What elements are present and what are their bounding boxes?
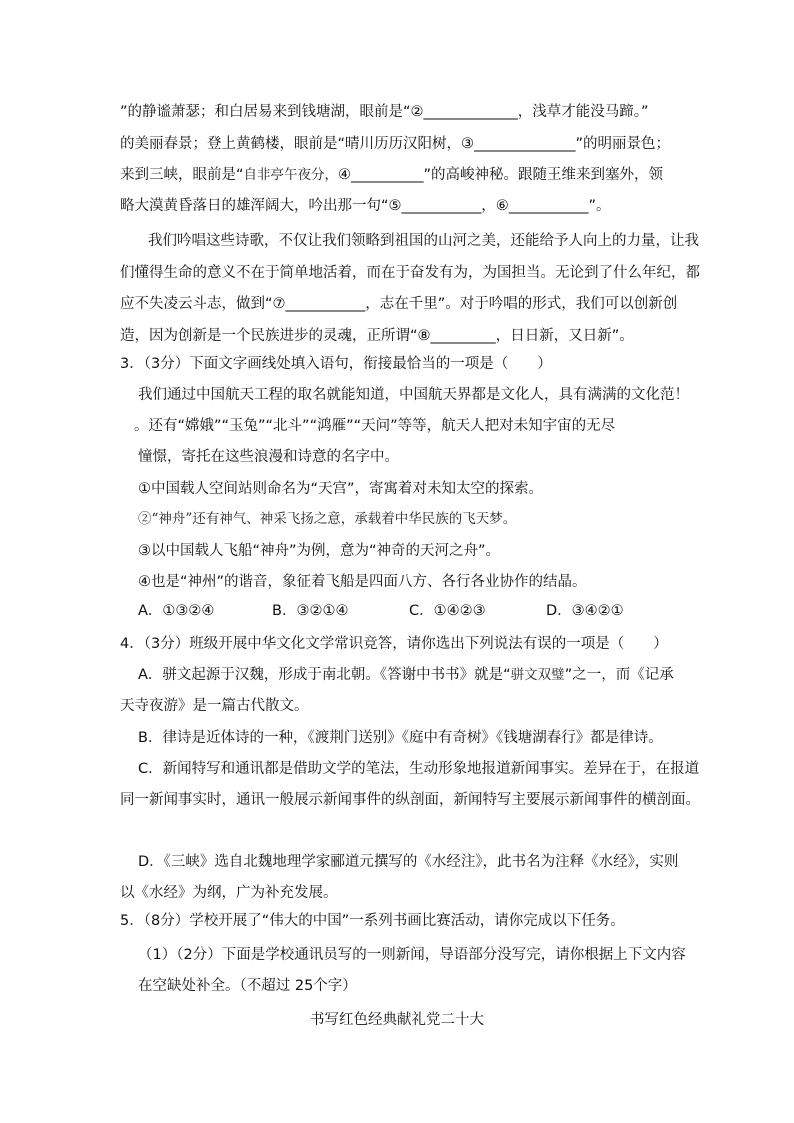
- q4-option-a-text-2: ”之一，而《记承: [564, 667, 674, 683]
- q3-sentence-4: ④也是“神州”的谐音，象征着飞船是四面八方、各行各业协作的结晶。: [138, 574, 587, 590]
- passage-line-3-a: 来到三峡，眼前是“: [120, 167, 244, 183]
- q4-option-c-line-1[interactable]: C．新闻特写和通讯都是借助文学的笔法，生动形象地报道新闻事实。差异在于，在报道: [138, 761, 700, 777]
- q3-option-c[interactable]: C．①④②③: [409, 603, 486, 619]
- passage-line-4: 略大漠黄昏落日的雄浑阔大，吟出那一句“⑤___________，⑥___________”。: [120, 198, 611, 214]
- q4-option-a-text-1: A．骈文起源于汉魏，形成于南北朝。《答谢中书书》就是“: [138, 667, 511, 683]
- q5-stem: 5．（8分）学校开展了“伟大的中国”一系列书画比赛活动，请你完成以下任务。: [120, 913, 625, 929]
- q3-sentence-1: ①中国载人空间站则命名为“天宫”，寄寓着对未知太空的探索。: [138, 481, 544, 497]
- q4-option-d-line-2: 以《水经》为纲，广为补充发展。: [120, 885, 338, 901]
- q3-option-a[interactable]: A．①③②④: [138, 603, 215, 619]
- q5-sub1-line-2: 在空缺处补全。（不超过 25个字）: [138, 978, 357, 994]
- q3-paragraph-line-1: 我们通过中国航天工程的取名就能知道，中国航天界都是文化人，具有满满的文化范！: [138, 387, 689, 403]
- news-title: 书写红色经典献礼党二十大: [310, 1012, 484, 1028]
- q4-option-a-serif: 骈文双璧: [510, 667, 565, 683]
- q3-sentence-2: [138, 508, 516, 530]
- passage-line-3-serif: 自非亭午夜分，: [243, 167, 339, 183]
- q3-option-d[interactable]: D．③④②①: [546, 603, 624, 619]
- passage-line-6: 们懂得生命的意义不在于简单地活着，而在于奋发有为，为国担当。无论到了什么年纪，都: [120, 265, 700, 281]
- q4-stem: 4．（3分）班级开展中华文化文学常识竞答，请你选出下列说法有误的一项是（ ）: [120, 636, 668, 652]
- q3-paragraph-line-3: 憧憬，寄托在这些浪漫和诗意的名字中。: [138, 449, 399, 465]
- passage-line-3-c: ④__________”的高峻神秘。跟随王维来到塞外，领: [338, 167, 664, 183]
- q4-option-a-line-1[interactable]: [138, 664, 674, 686]
- q3-option-b[interactable]: B．③②①④: [272, 603, 349, 619]
- q3-sentence-3: ③以中国载人飞船“神舟”为例，意为“神奇的天河之舟”。: [138, 543, 501, 559]
- passage-line-5: 我们吟唱这些诗歌，不仅让我们领略到祖国的山河之美，还能给予人向上的力量，让我: [148, 233, 699, 249]
- q3-paragraph-line-2: 。还有“嫦娥”“玉兔”“北斗”“鸿雁”“天问”等等，航天人把对未知宇宙的无尽: [134, 418, 616, 434]
- passage-line-7: 应不失凌云斗志，做到“⑦___________，志在千里”。对于吟唱的形式，我们可以创新创: [120, 296, 678, 312]
- passage-line-2: 的美丽春景；登上黄鹤楼，眼前是“晴川历历汉阳树，③______________”的明丽景色；: [120, 136, 671, 152]
- passage-line-3: [120, 164, 663, 186]
- q3-sentence-2-text: ②“神舟”还有神气、神采飞扬之意，承载着中华民族的飞天梦。: [138, 511, 517, 527]
- q4-option-c-line-2: 同一新闻事实时，通讯一般展示新闻事件的纵剖面，新闻特写主要展示新闻事件的横剖面。: [120, 792, 700, 808]
- passage-line-8: 造，因为创新是一个民族进步的灵魂，正所谓“⑧_________，日日新，又日新”。: [120, 328, 634, 344]
- passage-line-1: ”的静谧萧瑟；和白居易来到钱塘湖，眼前是“②_____________，浅草才能没马蹄。”: [120, 104, 649, 120]
- q3-stem: 3．（3分）下面文字画线处填入语句，衔接最恰当的一项是（ ）: [120, 356, 552, 372]
- q4-option-b[interactable]: B．律诗是近体诗的一种，《渡荆门送别》《庭中有奇树》《钱塘湖春行》都是律诗。: [138, 730, 663, 746]
- q4-option-a-line-2: 天寺夜游》是一篇古代散文。: [120, 698, 309, 714]
- q4-option-d-line-1[interactable]: D．《三峡》选自北魏地理学家郦道元撰写的《水经注》，此书名为注释《水经》，实则: [138, 854, 679, 870]
- q5-sub1-line-1: （1）（2分）下面是学校通讯员写的一则新闻，导语部分没写完，请你根据上下文内容: [138, 947, 686, 963]
